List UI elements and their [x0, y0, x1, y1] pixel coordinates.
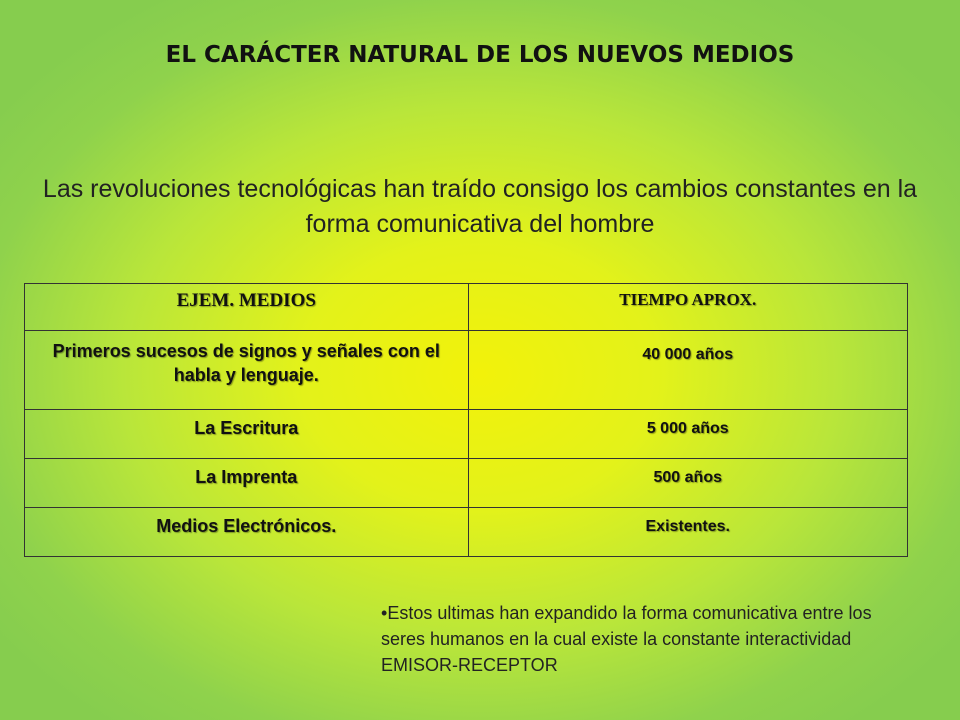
- cell-tiempo: Existentes.: [468, 508, 908, 557]
- cell-tiempo: 5 000 años: [468, 410, 908, 459]
- intro-text: Las revoluciones tecnológicas han traído consigo los cambios constantes en la forma comunicativa del hombre: [42, 175, 918, 238]
- table-header-row: [25, 284, 908, 331]
- media-timeline-table: [24, 283, 908, 557]
- cell-medio: Medios Electrónicos.: [25, 508, 469, 557]
- table-row: [25, 410, 908, 459]
- cell-medio: Primeros sucesos de signos y señales con el habla y lenguaje.: [25, 331, 469, 410]
- cell-medio: La Imprenta: [25, 459, 469, 508]
- cell-tiempo: 40 000 años: [468, 331, 908, 410]
- header-medios: EJEM. MEDIOS: [25, 284, 469, 331]
- cell-medio: La Escritura: [25, 410, 469, 459]
- table-row: [25, 508, 908, 557]
- bullet-note-text: Estos ultimas han expandido la forma comunicativa entre los seres humanos en la cual existe la constante interactividad EMISOR-RECEPTOR: [381, 603, 872, 675]
- bullet-note: [381, 600, 901, 678]
- table-row: [25, 459, 908, 508]
- slide-title: EL CARÁCTER NATURAL DE LOS NUEVOS MEDIOS: [165, 42, 795, 68]
- table-row: [25, 331, 908, 410]
- cell-tiempo: 500 años: [468, 459, 908, 508]
- bullet-marker: •: [381, 603, 388, 623]
- header-tiempo: TIEMPO APROX.: [468, 284, 908, 331]
